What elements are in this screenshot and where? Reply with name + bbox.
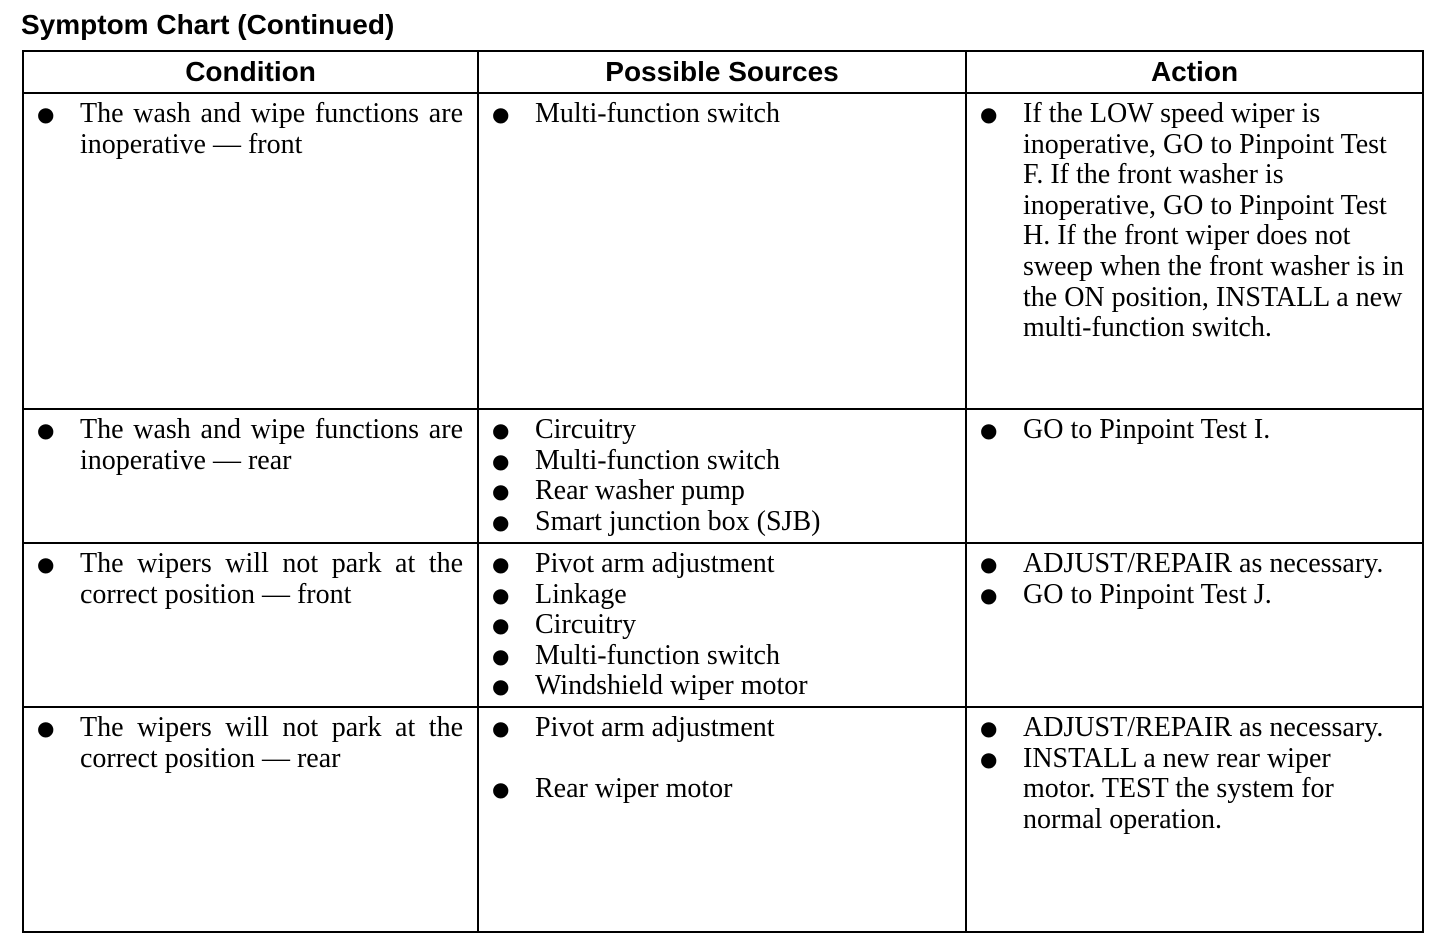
sources-cell [478, 409, 966, 543]
list-item [479, 610, 951, 641]
list-item [479, 507, 951, 538]
table-row [23, 409, 1423, 543]
source-text: Linkage [535, 578, 627, 610]
condition-list [24, 415, 463, 476]
sources-list [479, 713, 951, 805]
list-item [24, 99, 463, 160]
list-item [479, 446, 951, 477]
condition-text: The wash and wipe functions are inoperative — front [80, 98, 463, 160]
bullet-icon: ● [37, 552, 55, 576]
bullet-icon: ● [492, 552, 510, 576]
condition-text: The wash and wipe functions are inoperative — rear [80, 414, 463, 476]
list-item [479, 99, 951, 130]
symptom-chart-table [22, 50, 1424, 933]
source-text: Pivot arm adjustment [535, 712, 775, 743]
bullet-icon: ● [980, 746, 998, 771]
table-row [23, 93, 1423, 409]
list-item [479, 671, 951, 702]
bullet-icon: ● [980, 102, 998, 126]
actions-list [967, 415, 1408, 446]
sources-list [479, 99, 951, 130]
bullet-icon: ● [492, 448, 510, 473]
action-cell [966, 409, 1423, 543]
source-text: Windshield wiper motor [535, 670, 808, 702]
list-item [967, 580, 1408, 611]
sources-cell [478, 707, 966, 932]
source-text: Pivot arm adjustment [535, 548, 775, 579]
source-text: Smart junction box (SJB) [535, 505, 821, 537]
table-row [23, 543, 1423, 707]
sources-list [479, 415, 951, 537]
source-text: Circuitry [535, 414, 637, 445]
list-item [479, 580, 951, 611]
source-text: Multi-function switch [535, 444, 780, 476]
list-item [967, 549, 1408, 580]
bullet-icon: ● [492, 777, 510, 802]
bullet-icon: ● [492, 479, 510, 504]
action-cell [966, 93, 1423, 409]
header-row [23, 51, 1423, 93]
table-row [23, 707, 1423, 932]
list-item [24, 415, 463, 476]
condition-cell [23, 543, 478, 707]
bullet-icon: ● [492, 509, 510, 534]
bullet-icon: ● [492, 643, 510, 668]
list-item [967, 99, 1408, 344]
list-item [479, 713, 951, 744]
column-header-action: Action [966, 51, 1423, 93]
condition-list [24, 713, 463, 774]
list-item [967, 415, 1408, 446]
list-item [479, 774, 951, 805]
bullet-icon: ● [37, 716, 55, 740]
bullet-icon: ● [492, 582, 510, 607]
source-text: Rear wiper motor [535, 773, 733, 805]
condition-list [24, 549, 463, 610]
action-cell [966, 543, 1423, 707]
list-item [967, 713, 1408, 744]
actions-list [967, 713, 1408, 835]
action-text: If the LOW speed wiper is inoperative, GO to Pinpoint Test F. If the front washer is inoperative, GO to Pinpoint Test H. If the front wiper does not sweep when the front washer is in the ON position, INSTALL a new multi-function switch. [1023, 98, 1405, 344]
list-item [24, 549, 463, 610]
list-item [24, 713, 463, 774]
sources-cell [478, 93, 966, 409]
condition-cell [23, 409, 478, 543]
condition-text: The wipers will not park at the correct position — rear [80, 712, 463, 774]
action-cell [966, 707, 1423, 932]
bullet-icon: ● [980, 418, 998, 442]
column-header-possible-sources: Possible Sources [478, 51, 966, 93]
bullet-icon: ● [492, 716, 510, 740]
source-text: Multi-function switch [535, 98, 780, 129]
list-item [479, 415, 951, 446]
list-item [479, 641, 951, 672]
action-text: ADJUST/REPAIR as necessary. [1023, 548, 1384, 579]
sources-cell [478, 543, 966, 707]
actions-list [967, 549, 1408, 610]
condition-list [24, 99, 463, 160]
action-text: INSTALL a new rear wiper motor. TEST the system for normal operation. [1023, 742, 1334, 835]
bullet-icon: ● [37, 418, 55, 442]
source-text: Rear washer pump [535, 475, 745, 507]
action-text: GO to Pinpoint Test J. [1023, 578, 1272, 610]
action-text: ADJUST/REPAIR as necessary. [1023, 712, 1384, 743]
bullet-icon: ● [37, 102, 55, 126]
page-title: Symptom Chart (Continued) [21, 9, 395, 40]
source-text: Multi-function switch [535, 639, 780, 671]
list-item [479, 549, 951, 580]
bullet-icon: ● [980, 716, 998, 740]
condition-text: The wipers will not park at the correct position — front [80, 548, 463, 610]
actions-list [967, 99, 1408, 344]
list-item [479, 476, 951, 507]
action-text: GO to Pinpoint Test I. [1023, 414, 1271, 445]
sources-list [479, 549, 951, 702]
bullet-icon: ● [492, 418, 510, 442]
bullet-icon: ● [980, 552, 998, 576]
bullet-icon: ● [492, 674, 510, 699]
condition-cell [23, 93, 478, 409]
bullet-icon: ● [492, 102, 510, 126]
bullet-icon: ● [980, 582, 998, 607]
source-text: Circuitry [535, 609, 637, 641]
column-header-condition: Condition [23, 51, 478, 93]
condition-cell [23, 707, 478, 932]
bullet-icon: ● [492, 613, 510, 638]
list-item [967, 744, 1408, 836]
